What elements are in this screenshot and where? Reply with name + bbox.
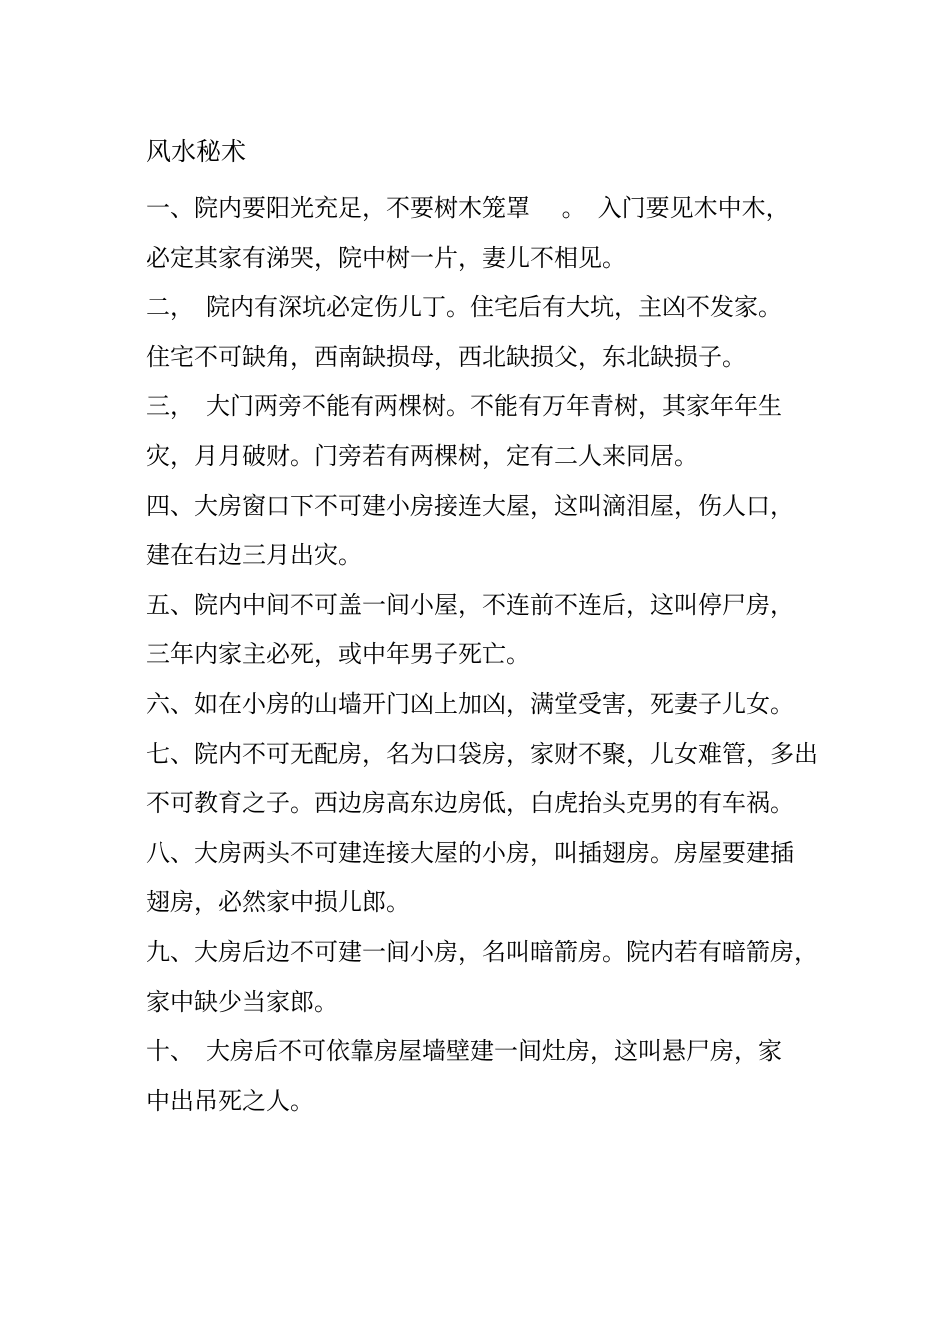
text-line: 灾，月月破财。门旁若有两棵树，定有二人来同居。: [146, 441, 698, 470]
document-title: 风水秘术: [146, 137, 247, 166]
text-line: 一、院内要阳光充足，不要树木笼罩 。 入门要见木中木，: [146, 194, 790, 222]
text-line: 建在右边三月出灾。: [146, 541, 362, 570]
text-line: 三， 大门两旁不能有两棵树。不能有万年青树，其家年年生: [146, 392, 782, 421]
text-line: 三年内家主必死，或中年男子死亡。: [146, 640, 530, 669]
text-line: 中出吊死之人。: [146, 1086, 314, 1115]
text-line: 住宅不可缺角，西南缺损母，西北缺损父，东北缺损子。: [146, 342, 746, 371]
text-line: 家中缺少当家郎。: [146, 987, 338, 1016]
text-line: 八、大房两头不可建连接大屋的小房，叫插翅房。房屋要建插: [146, 838, 794, 867]
text-line: 翅房，必然家中损儿郎。: [146, 888, 410, 917]
text-line: 九、大房后边不可建一间小房，名叫暗箭房。院内若有暗箭房，: [146, 937, 818, 966]
text-line: 五、院内中间不可盖一间小屋，不连前不连后，这叫停尸房，: [146, 590, 794, 619]
text-line: 十、 大房后不可依靠房屋墙壁建一间灶房，这叫悬尸房，家: [146, 1037, 782, 1066]
document-body: [146, 184, 826, 1126]
text-line: 四、大房窗口下不可建小房接连大屋，这叫滴泪屋，伤人口，: [146, 491, 794, 520]
text-line: 必定其家有涕哭，院中树一片，妻儿不相见。: [146, 243, 626, 272]
text-line: 七、院内不可无配房，名为口袋房，家财不聚，儿女难管，多出: [146, 739, 818, 768]
text-line: 二， 院内有深坑必定伤儿丁。住宅后有大坑，主凶不发家。: [146, 293, 782, 322]
text-line: 不可教育之子。西边房高东边房低，白虎抬头克男的有车祸。: [146, 789, 794, 818]
text-line: 六、如在小房的山墙开门凶上加凶，满堂受害，死妻子儿女。: [146, 689, 794, 718]
